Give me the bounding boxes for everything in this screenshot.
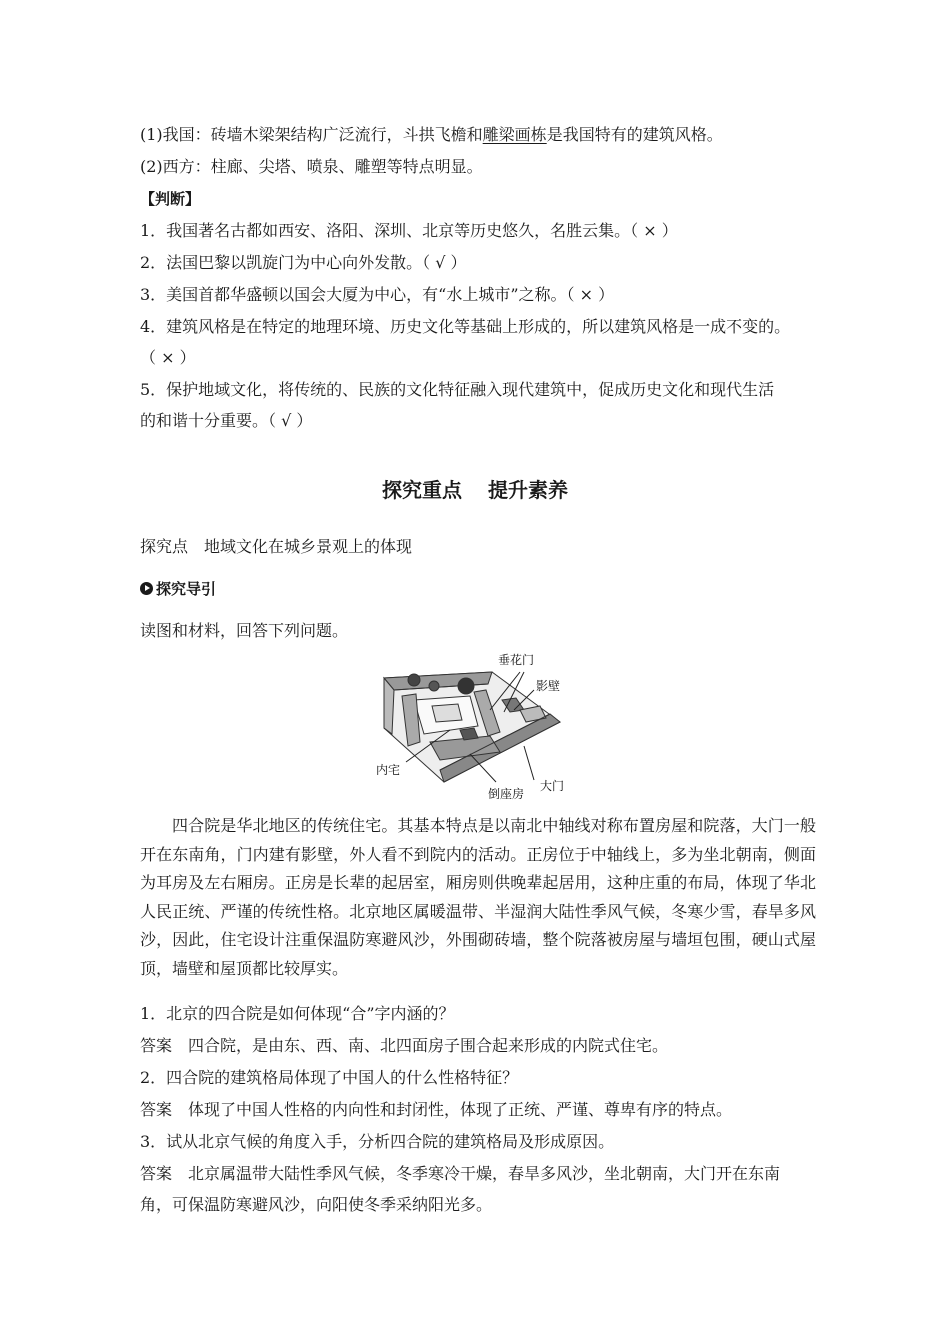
judge-q5-line1: 5．保护地域文化，将传统的、民族的文化特征融入现代建筑中，促成历史文化和现代生活 [140, 380, 775, 399]
qa-q1: 1．北京的四合院是如何体现“合”字内涵的？ [140, 1004, 455, 1023]
play-icon [140, 582, 153, 595]
label-chuihuamen: 垂花门 [498, 653, 535, 667]
label-damen: 大门 [540, 779, 565, 793]
label-daozuofang: 倒座房 [488, 787, 525, 801]
judge-q5-line2: 的和谐十分重要。（ √ ） [140, 411, 313, 430]
siheyuan-figure [374, 650, 574, 802]
qa-a3-line1: 答案 北京属温带大陆性季风气候，冬季寒冷干燥，春旱多风沙，坐北朝南，大门开在东南 [140, 1164, 781, 1183]
qa-q2: 2．四合院的建筑格局体现了中国人的什么性格特征？ [140, 1068, 519, 1087]
judge-q3: 3．美国首都华盛顿以国会大厦为中心，有“水上城市”之称。（ × ） [140, 285, 615, 304]
qa-a3-line2: 角，可保温防寒避风沙，向阳使冬季采纳阳光多。 [140, 1195, 493, 1214]
label-yingbi: 影壁 [536, 679, 561, 693]
section-title-part2: 提升素养 [488, 478, 568, 502]
intro-text: 读图和材料，回答下列问题。 [140, 621, 349, 640]
style-west: (2)西方：柱廊、尖塔、喷泉、雕塑等特点明显。 [140, 157, 483, 176]
guide-heading [140, 578, 216, 599]
style-china-suffix: 是我国特有的建筑风格。 [546, 125, 723, 144]
qa-a2: 答案 体现了中国人性格的内向性和封闭性，体现了正统、严谨、尊卑有序的特点。 [140, 1100, 733, 1119]
judge-q4-line2: （ × ） [140, 348, 196, 367]
style-china-text: (1)我国：砖墙木梁架结构广泛流行，斗拱飞檐和 [140, 125, 483, 144]
label-neizhai: 内宅 [376, 763, 401, 777]
underlined-term: 雕梁画栋 [482, 125, 547, 144]
material-paragraph: 四合院是华北地区的传统住宅。其基本特点是以南北中轴线对称布置房屋和院落，大门一般开在东南角，门内建有影壁，外人看不到院内的活动。正房位于中轴线上，多为坐北朝南，侧面为耳房及左右厢房。正房是长辈的起居室，厢房则供晚辈起居用，这种庄重的布局，体现了华北人民正统、严谨的传统性格。北京地区属暖温带、半湿润大陆性季风气候，冬寒少雪，春旱多风沙，因此，住宅设计注重保温防寒避风沙，外围砌砖墙，整个院落被房屋与墙垣包围，硬山式屋顶，墙壁和屋顶都比较厚实。 [140, 816, 816, 978]
siheyuan-illustration [374, 650, 574, 802]
judge-q2: 2．法国巴黎以凯旋门为中心向外发散。（ √ ） [140, 253, 467, 272]
judge-heading: 【判断】 [140, 190, 201, 208]
guide-label: 探究导引 [156, 580, 217, 598]
judge-q1: 1．我国著名古都如西安、洛阳、深圳、北京等历史悠久，名胜云集。（ × ） [140, 221, 678, 240]
judge-q4-line1: 4．建筑风格是在特定的地理环境、历史文化等基础上形成的，所以建筑风格是一成不变的。 [140, 317, 791, 336]
qa-a1: 答案 四合院，是由东、西、南、北四面房子围合起来形成的内院式住宅。 [140, 1036, 669, 1055]
section-title [0, 474, 950, 503]
section-title-part1: 探究重点 [382, 478, 462, 502]
explore-point: 探究点 地域文化在城乡景观上的体现 [140, 537, 413, 556]
style-china [140, 124, 723, 146]
qa-q3: 3．试从北京气候的角度入手，分析四合院的建筑格局及形成原因。 [140, 1132, 615, 1151]
